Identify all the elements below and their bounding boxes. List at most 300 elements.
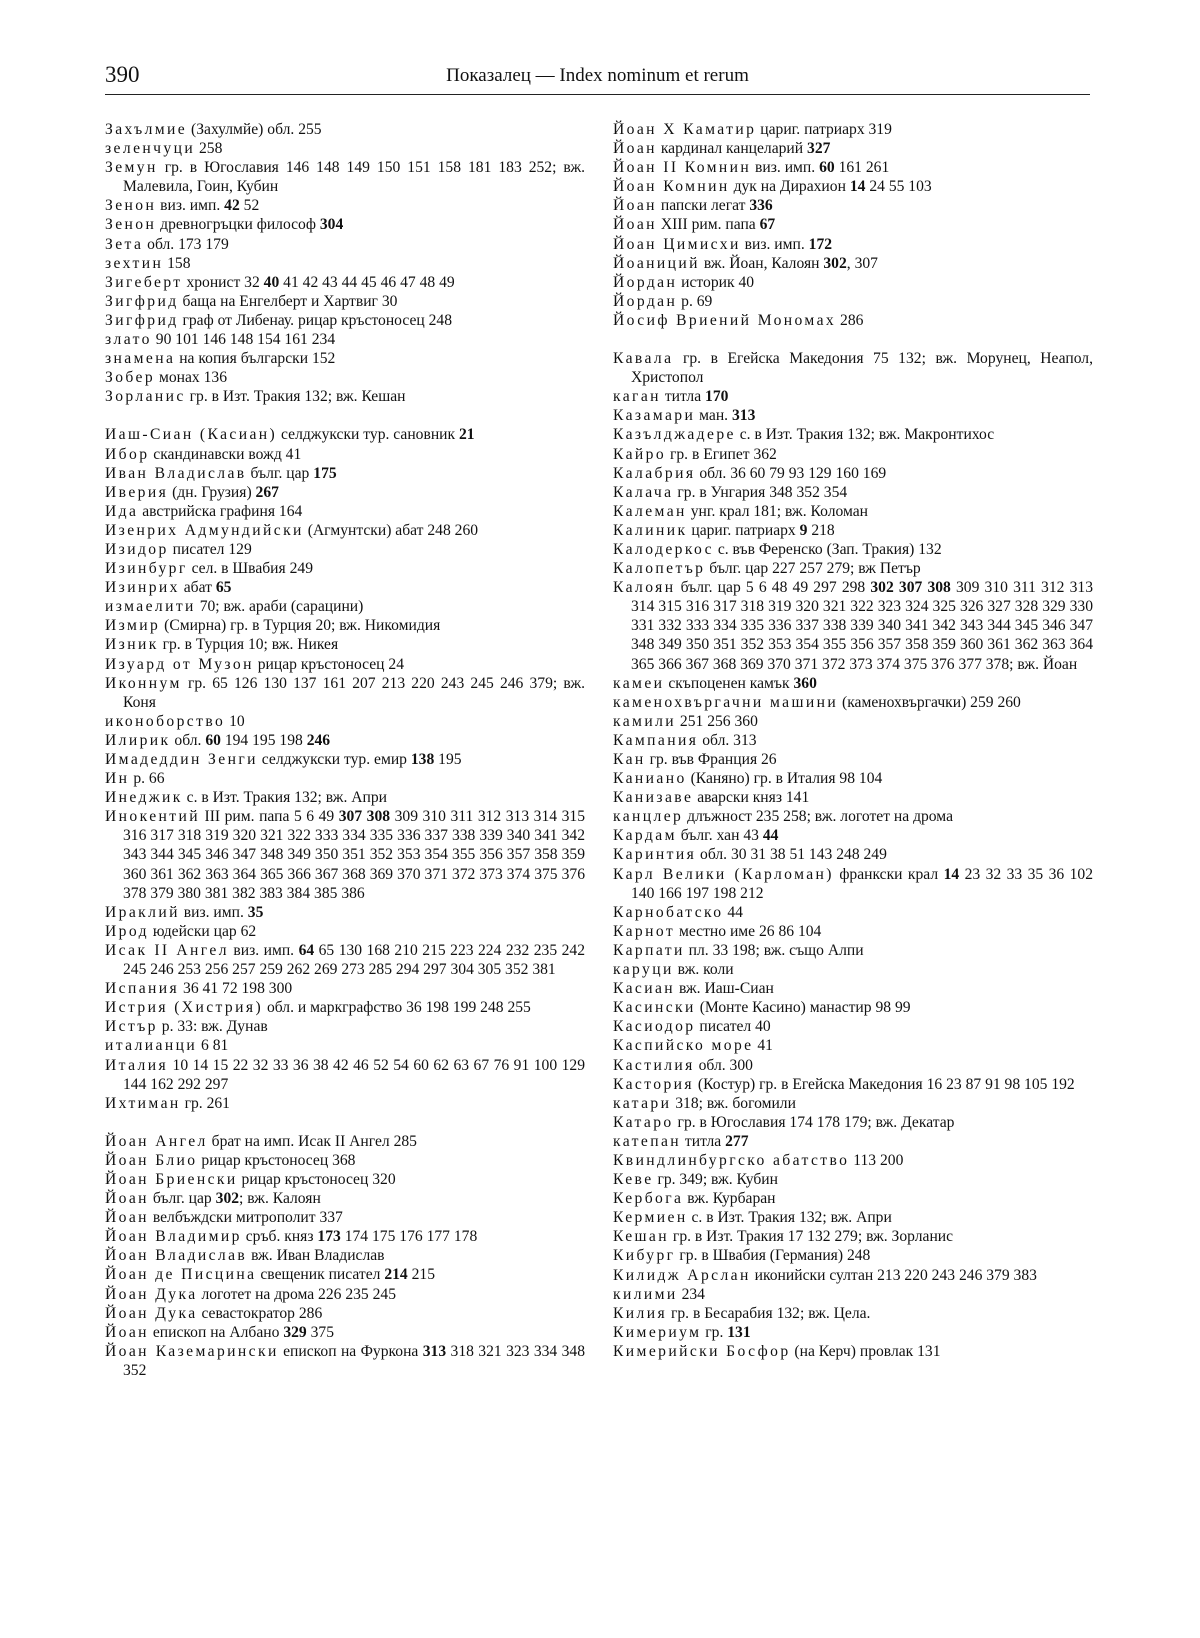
- index-entry: [613, 215, 1093, 234]
- bold-page-ref: 267: [255, 483, 279, 501]
- index-headword: Карнот: [613, 922, 676, 940]
- letter-section-gap: [105, 406, 585, 425]
- index-references: с. в Изт. Тракия 132; вж. Апри: [691, 1209, 892, 1227]
- index-headword: Иконнум: [105, 674, 182, 692]
- bold-page-ref: 277: [725, 1132, 749, 1150]
- bold-page-ref: 173: [317, 1228, 341, 1246]
- index-references: скандинавски вожд 41: [153, 445, 302, 463]
- index-references: севастократор 286: [201, 1304, 323, 1322]
- index-headword: Йоаниций: [613, 254, 700, 272]
- index-entry: [613, 406, 1093, 425]
- index-references: 70; вж. араби (сарацини): [199, 598, 364, 616]
- index-entry: [613, 1246, 1093, 1265]
- index-entry: [105, 235, 585, 254]
- index-headword: Кайро: [613, 445, 667, 463]
- index-entry: [105, 750, 585, 769]
- index-headword: Кастория: [613, 1075, 694, 1093]
- index-references: с. във Ференско (Зап. Тракия) 132: [717, 540, 942, 558]
- index-entry: [613, 349, 1093, 387]
- index-references: виз. имп. 35: [183, 903, 264, 921]
- index-headword: Килия: [613, 1304, 668, 1322]
- index-headword: зехтин: [105, 254, 164, 272]
- index-entry: [613, 1036, 1093, 1055]
- bold-page-ref: 170: [705, 388, 729, 406]
- index-entry: [613, 674, 1093, 693]
- index-entry: [613, 807, 1093, 826]
- index-headword: Италия: [105, 1056, 169, 1074]
- index-entry: [613, 483, 1093, 502]
- index-entry: [613, 693, 1093, 712]
- index-headword: катепан: [613, 1132, 682, 1150]
- index-entry: [613, 998, 1093, 1017]
- index-references: пл. 33 198; вж. също Алпи: [688, 941, 864, 959]
- index-headword: Калиник: [613, 521, 688, 539]
- index-headword: Кимериум: [613, 1323, 702, 1341]
- index-entry: [105, 769, 585, 788]
- index-entry: [105, 674, 585, 712]
- index-references: вж. Йоан, Калоян 302, 307: [703, 254, 878, 272]
- index-headword: Зенон: [105, 216, 157, 234]
- index-references: виз. имп. 42 52: [160, 197, 260, 215]
- index-entry: [613, 1266, 1093, 1285]
- index-entry: [105, 903, 585, 922]
- index-headword: Инеджик: [105, 789, 183, 807]
- index-entry: [105, 1304, 585, 1323]
- bold-page-ref: 65: [215, 579, 232, 597]
- index-entry: [613, 292, 1093, 311]
- index-references: рицар кръстоносец 24: [257, 655, 405, 673]
- index-headword: Кампания: [613, 731, 699, 749]
- index-references: вж. Иаш-Сиан: [678, 980, 774, 998]
- index-references: бълг. цар 175: [250, 464, 337, 482]
- index-references: 258: [198, 140, 223, 158]
- index-headword: италианци: [105, 1037, 198, 1055]
- index-headword: Зенон: [105, 197, 157, 215]
- index-references: (Смирна) гр. в Турция 20; вж. Никомидия: [164, 617, 441, 635]
- index-references: сел. в Швабия 249: [191, 560, 313, 578]
- index-entry: [105, 1036, 585, 1055]
- index-references: рицар кръстоносец 320: [241, 1170, 396, 1188]
- index-headword: Земун: [105, 159, 158, 177]
- index-references: свещеник писател 214 215: [260, 1266, 436, 1284]
- index-headword: Калодеркос: [613, 540, 714, 558]
- index-headword: Иаш-Сиан (Касиан): [105, 426, 278, 444]
- index-headword: Кастилия: [613, 1056, 695, 1074]
- index-headword: Ихтиман: [105, 1094, 181, 1112]
- index-headword: канцлер: [613, 808, 684, 826]
- bold-page-ref: 35: [247, 903, 264, 921]
- index-entry: [613, 273, 1093, 292]
- index-headword: Истър: [105, 1018, 158, 1036]
- bold-page-ref: 67: [759, 216, 776, 234]
- index-entry: [105, 922, 585, 941]
- index-headword: Зигеберт: [105, 273, 183, 291]
- index-headword: Калеман: [613, 502, 687, 520]
- index-entry: [105, 521, 585, 540]
- index-headword: Килидж Арслан: [613, 1266, 751, 1284]
- index-entry: [613, 311, 1093, 330]
- index-headword: Каниано: [613, 770, 687, 788]
- bold-page-ref: 14: [943, 865, 960, 883]
- index-headword: Йоан: [613, 140, 657, 158]
- index-entry: [613, 979, 1093, 998]
- index-headword: каруци: [613, 961, 674, 979]
- bold-page-ref: 307 308: [338, 808, 391, 826]
- index-references: монах 136: [158, 369, 227, 387]
- index-headword: катари: [613, 1094, 672, 1112]
- index-headword: килими: [613, 1285, 678, 1303]
- index-headword: Ираклий: [105, 903, 180, 921]
- index-headword: каган: [613, 388, 661, 406]
- index-headword: Йоан Владимир: [105, 1228, 242, 1246]
- index-references: обл. 30 31 38 51 143 248 249: [700, 846, 887, 864]
- index-entry: [105, 1227, 585, 1246]
- index-references: селджукски тур. сановник 21: [281, 426, 475, 444]
- index-entry: [613, 1208, 1093, 1227]
- index-references: баща на Енгелберт и Хартвиг 30: [182, 292, 398, 310]
- bold-page-ref: 302 307 308: [870, 579, 951, 597]
- index-entry: [105, 387, 585, 406]
- index-headword: Касиан: [613, 980, 676, 998]
- index-headword: Йоан: [105, 1209, 149, 1227]
- index-headword: Карл Велики (Карломан): [613, 865, 834, 883]
- index-references: на копия български 152: [179, 350, 336, 368]
- index-entry: [105, 273, 585, 292]
- index-entry: [105, 1170, 585, 1189]
- index-entry: [105, 998, 585, 1017]
- index-headword: Йоан де Писцина: [105, 1266, 257, 1284]
- index-headword: Изуард от Музон: [105, 655, 254, 673]
- index-references: с. в Изт. Тракия 132; вж. Макронтихос: [739, 426, 995, 444]
- index-headword: Карпати: [613, 941, 685, 959]
- index-headword: знамена: [105, 350, 176, 368]
- index-entry: [613, 502, 1093, 521]
- index-entry: [105, 502, 585, 521]
- index-entry: [613, 1113, 1093, 1132]
- index-headword: Йоан Дука: [105, 1304, 198, 1322]
- letter-section-gap: [613, 330, 1093, 349]
- bold-page-ref: 172: [808, 235, 833, 253]
- index-headword: Захълмие: [105, 121, 188, 138]
- index-headword: Калопетър: [613, 560, 706, 578]
- index-references: гр. в Югославия 174 178 179; вж. Декатар: [677, 1113, 955, 1131]
- bold-page-ref: 329: [283, 1323, 307, 1341]
- bold-page-ref: 214: [384, 1266, 408, 1284]
- index-headword: Кардам: [613, 827, 677, 845]
- index-headword: Йоан II Комнин: [613, 159, 752, 177]
- index-entry: [613, 903, 1093, 922]
- index-headword: Казамари: [613, 407, 696, 425]
- index-entry: [613, 1304, 1093, 1323]
- index-headword: Кимерийски Босфор: [613, 1342, 791, 1360]
- bold-page-ref: 21: [459, 426, 475, 444]
- index-references: гр. в Египет 362: [669, 445, 777, 463]
- bold-page-ref: 302: [823, 254, 847, 272]
- index-headword: Касински: [613, 999, 696, 1017]
- index-entry: [613, 387, 1093, 406]
- index-headword: Ин: [105, 770, 130, 788]
- index-references: 251 256 360: [679, 712, 758, 730]
- index-references: 234: [681, 1285, 705, 1303]
- bold-page-ref: 313: [731, 407, 756, 425]
- index-headword: Катаро: [613, 1113, 674, 1131]
- index-references: обл. 36 60 79 93 129 160 169: [699, 464, 887, 482]
- index-references: р. 66: [133, 770, 165, 788]
- index-headword: зеленчуци: [105, 140, 196, 158]
- index-headword: Йоан: [105, 1323, 149, 1341]
- index-headword: Калабрия: [613, 464, 696, 482]
- index-entry: [613, 922, 1093, 941]
- index-headword: Зета: [105, 235, 144, 253]
- index-references: кардинал канцеларий 327: [660, 140, 831, 158]
- index-headword: Зобер: [105, 369, 156, 387]
- index-entry: [105, 1056, 585, 1094]
- index-entry: [105, 597, 585, 616]
- index-headword: Йоан Каземарински: [105, 1342, 279, 1360]
- index-entry: [105, 368, 585, 387]
- bold-page-ref: 302: [215, 1190, 240, 1208]
- index-entry: [105, 807, 585, 902]
- index-entry: [105, 1017, 585, 1036]
- index-references: обл. 300: [698, 1056, 753, 1074]
- index-headword: Изидор: [105, 540, 169, 558]
- index-headword: Кербога: [613, 1190, 684, 1208]
- index-entry: [105, 1246, 585, 1265]
- bold-page-ref: 175: [313, 464, 337, 482]
- index-entry: [613, 158, 1093, 177]
- index-entry: [105, 616, 585, 635]
- index-headword: иконоборство: [105, 712, 226, 730]
- index-entry: [105, 1189, 585, 1208]
- index-references: 44: [727, 903, 743, 921]
- index-references: хронист 32 40 41 42 43 44 45 46 47 48 49: [186, 273, 455, 291]
- index-headword: Испания: [105, 980, 180, 998]
- index-entry: [105, 712, 585, 731]
- index-references: гр. в Изт. Тракия 17 132 279; вж. Зорланис: [672, 1228, 954, 1246]
- index-entry: [613, 445, 1093, 464]
- index-references: (каменохвъргачки) 259 260: [842, 693, 1021, 711]
- index-entry: [105, 1265, 585, 1284]
- index-references: обл. 313: [702, 731, 757, 749]
- index-headword: Истрия (Хистрия): [105, 999, 264, 1017]
- index-references: древногръцки философ 304: [160, 216, 344, 234]
- index-headword: Зорланис: [105, 388, 186, 406]
- index-headword: Каринтия: [613, 846, 697, 864]
- index-references: цариг. патриарх 319: [760, 121, 892, 138]
- index-headword: Калоян: [613, 579, 676, 597]
- index-references: бълг. цар 302; вж. Калоян: [152, 1190, 321, 1208]
- index-references: бълг. цар 227 257 279; вж Петър: [709, 560, 921, 578]
- index-references: вж. коли: [677, 961, 734, 979]
- index-references: аварски княз 141: [697, 789, 810, 807]
- index-headword: Исак II Ангел: [105, 941, 229, 959]
- bold-page-ref: 336: [749, 197, 773, 215]
- index-headword: Кавала: [613, 350, 674, 368]
- bold-page-ref: 44: [762, 827, 779, 845]
- index-references: скъпоценен камък 360: [668, 674, 817, 692]
- index-headword: Йоан Цимисхи: [613, 235, 741, 253]
- index-entry: [613, 559, 1093, 578]
- index-headword: Кан: [613, 751, 646, 768]
- index-references: виз. имп. 60 161 261: [755, 159, 890, 177]
- index-headword: Карнобатско: [613, 903, 724, 921]
- index-references: 90 101 146 148 154 161 234: [155, 331, 336, 349]
- running-title: Показалец — Index nominum et rerum: [446, 65, 749, 86]
- index-references: епископ на Албано 329 375: [152, 1323, 334, 1341]
- index-entry: [613, 712, 1093, 731]
- index-entry: [613, 1151, 1093, 1170]
- index-headword: Йоан Ангел: [105, 1132, 208, 1150]
- index-headword: Зигфрид: [105, 292, 179, 310]
- index-references: гр. в Егейска Македония 75 132; вж. Морунец, Неапол, Христопол: [631, 350, 1093, 387]
- index-headword: Йордан: [613, 292, 678, 310]
- index-headword: Казълджадере: [613, 426, 736, 444]
- index-references: ман. 313: [699, 407, 756, 425]
- index-headword: Касиодор: [613, 1018, 696, 1036]
- index-entry: [105, 1323, 585, 1342]
- index-references: обл. 60 194 195 198 246: [174, 731, 331, 749]
- index-entry: [613, 845, 1093, 864]
- index-references: вж. Иван Владислав: [251, 1247, 385, 1265]
- index-references: гр. в Унгария 348 352 354: [677, 483, 848, 501]
- index-references: гр. 65 126 130 137 161 207 213 220 243 245 246 379; вж. Коня: [123, 674, 585, 711]
- index-references: виз. имп. 64 65 130 168 210 215 223 224 232 235 242 245 246 253 256 257 259 262 269 273 285 294 297 304 305 352 381: [123, 941, 585, 979]
- bold-page-ref: 131: [727, 1323, 751, 1341]
- index-references: 36 41 72 198 300: [183, 980, 293, 998]
- index-references: писател 129: [172, 540, 252, 558]
- index-entry: [613, 120, 1093, 139]
- index-entry: [105, 540, 585, 559]
- index-references: гр. в Турция 10; вж. Никея: [162, 636, 339, 654]
- index-references: гр. 349; вж. Кубин: [657, 1171, 778, 1189]
- index-headword: Ибор: [105, 445, 150, 463]
- index-entry: [105, 1208, 585, 1227]
- index-references: с. в Изт. Тракия 132; вж. Апри: [186, 789, 388, 807]
- index-references: велбъждски митрополит 337: [152, 1209, 343, 1227]
- letter-section-gap: [105, 1113, 585, 1132]
- index-entry: [613, 1094, 1093, 1113]
- index-entry: [105, 254, 585, 273]
- index-references: брат на имп. Исак II Ангел 285: [211, 1132, 417, 1150]
- index-headword: Имадеддин Зенги: [105, 751, 258, 768]
- index-headword: Йоан: [613, 197, 657, 215]
- index-references: епископ на Фуркона 313 318 321 323 334 348 352: [123, 1342, 586, 1379]
- index-entry: [613, 1170, 1093, 1189]
- index-references: (Каняно) гр. в Италия 98 104: [690, 770, 883, 788]
- index-column-left: [105, 120, 585, 1380]
- index-headword: Канизаве: [613, 789, 694, 807]
- index-entry: [613, 731, 1093, 750]
- index-references: юдейски цар 62: [152, 922, 257, 940]
- index-entry: [613, 196, 1093, 215]
- index-references: бълг. хан 43 44: [680, 827, 779, 845]
- index-references: 286: [840, 311, 864, 329]
- index-entry: [105, 330, 585, 349]
- index-headword: Иверия: [105, 483, 169, 501]
- index-references: историк 40: [681, 273, 755, 291]
- index-entry: [105, 788, 585, 807]
- index-entry: [105, 731, 585, 750]
- index-entry: [613, 1285, 1093, 1304]
- bold-page-ref: 42: [224, 197, 240, 215]
- index-entry: [613, 540, 1093, 559]
- index-headword: Йоан Дука: [105, 1285, 198, 1303]
- index-entry: [613, 1017, 1093, 1036]
- index-references: 10 14 15 22 32 33 36 38 42 46 52 54 60 62 63 67 76 91 100 129 144 162 292 297: [123, 1056, 585, 1093]
- index-references: обл. 173 179: [147, 235, 229, 253]
- index-headword: Йордан: [613, 273, 678, 291]
- index-headword: Инокентий: [105, 808, 200, 826]
- index-headword: злато: [105, 331, 152, 349]
- bold-page-ref: 360: [793, 674, 817, 692]
- index-entry: [613, 1189, 1093, 1208]
- index-references: 113 200: [853, 1151, 904, 1169]
- index-entry: [613, 769, 1093, 788]
- bold-page-ref: 9: [799, 521, 808, 539]
- index-references: гр. във Франция 26: [649, 751, 777, 768]
- index-entry: [613, 1342, 1093, 1361]
- index-references: обл. и маркграфство 36 198 199 248 255: [266, 999, 531, 1017]
- index-headword: камили: [613, 712, 677, 730]
- index-references: местно име 26 86 104: [678, 922, 822, 940]
- index-references: селджукски тур. емир 138 195: [261, 751, 462, 768]
- index-references: гр. в Бесарабия 132; вж. Цела.: [670, 1304, 871, 1322]
- index-headword: камеи: [613, 674, 665, 692]
- index-entry: [613, 177, 1093, 196]
- index-entry: [613, 1056, 1093, 1075]
- index-references: длъжност 235 258; вж. логотет на дрома: [687, 808, 953, 826]
- index-entry: [105, 425, 585, 444]
- index-entry: [105, 1342, 585, 1380]
- index-references: унг. крал 181; вж. Коломан: [690, 502, 869, 520]
- index-references: франкски крал 14 23 32 33 35 36 102 140 166 197 198 212: [631, 865, 1093, 902]
- index-references: 318; вж. богомили: [675, 1094, 796, 1112]
- index-references: писател 40: [699, 1018, 771, 1036]
- bold-page-ref: 64: [298, 941, 315, 959]
- index-headword: Илирик: [105, 731, 171, 749]
- index-headword: Йоан: [105, 1190, 149, 1208]
- index-references: рицар кръстоносец 368: [201, 1151, 356, 1169]
- index-entry: [105, 292, 585, 311]
- bold-page-ref: 60: [205, 731, 221, 749]
- index-references: р. 69: [681, 292, 713, 310]
- index-entry: [613, 788, 1093, 807]
- index-entry: [105, 578, 585, 597]
- index-references: папски легат 336: [660, 197, 773, 215]
- index-entry: [613, 464, 1093, 483]
- index-entry: [105, 559, 585, 578]
- index-headword: Зигфрид: [105, 311, 179, 329]
- index-references: титла 170: [664, 388, 729, 406]
- index-references: р. 33: вж. Дунав: [161, 1018, 268, 1036]
- index-entry: [613, 578, 1093, 673]
- index-references: (Монте Касино) манастир 98 99: [699, 999, 911, 1017]
- index-entry: [105, 120, 585, 139]
- index-entry: [105, 215, 585, 234]
- index-entry: [613, 235, 1093, 254]
- index-headword: Йоан Комнин: [613, 178, 730, 196]
- index-entry: [613, 826, 1093, 845]
- index-headword: Йоан Бриенски: [105, 1170, 238, 1188]
- bold-page-ref: 138: [410, 751, 435, 768]
- index-entry: [613, 254, 1093, 273]
- index-entry: [613, 865, 1093, 903]
- index-references: бълг. цар 5 6 48 49 297 298 302 307 308 309 310 311 312 313 314 315 316 317 318 319 320 321 322 323 324 325 326 327 328 329 330 331 332 333 334 335 336 337 338 339 340 341 342 343 344 345 346 347 348 349 350 351 352 353 354 355 356 357 358 359 360 361 362 363 364 365 366 367 368 369 370 371 372 373 374 375 376 377 378; вж. Йоан: [631, 579, 1093, 673]
- index-headword: Ирод: [105, 922, 149, 940]
- index-references: абат 65: [183, 579, 232, 597]
- bold-page-ref: 40: [263, 273, 280, 291]
- index-references: логотет на дрома 226 235 245: [201, 1285, 397, 1303]
